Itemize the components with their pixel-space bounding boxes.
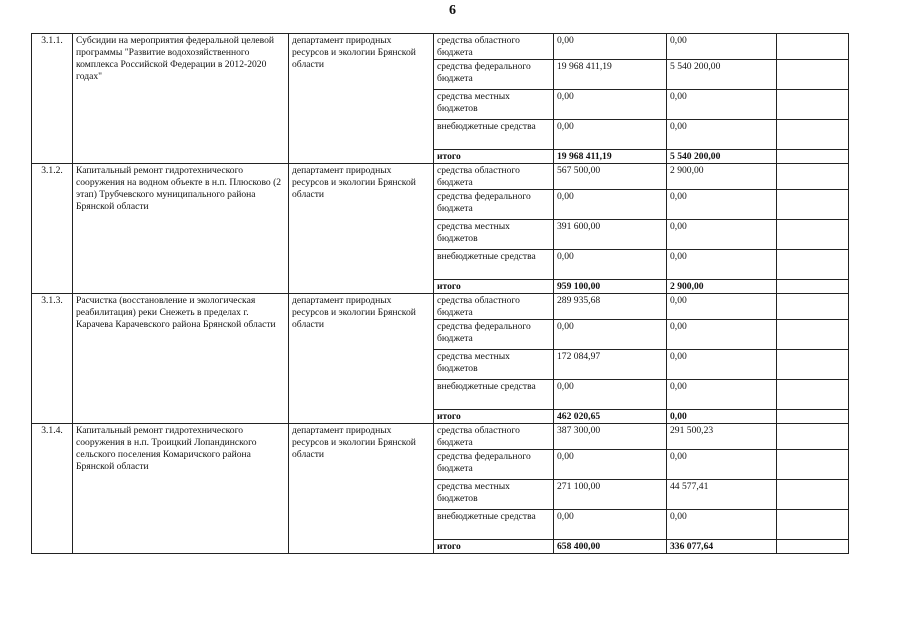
amount-value-2: 291 500,23 bbox=[667, 424, 777, 450]
total-value-1: 658 400,00 bbox=[554, 540, 667, 554]
item-executor: департамент природных ресурсов и экологии Брянской области bbox=[289, 294, 434, 424]
funding-source: внебюджетные средства bbox=[434, 250, 554, 280]
amount-value-3 bbox=[777, 250, 849, 280]
total-value-2: 336 077,64 bbox=[667, 540, 777, 554]
total-label: итого bbox=[434, 540, 554, 554]
funding-source: средства областного бюджета bbox=[434, 164, 554, 190]
amount-value-1: 0,00 bbox=[554, 120, 667, 150]
total-value-2: 0,00 bbox=[667, 410, 777, 424]
funding-source: средства местных бюджетов bbox=[434, 480, 554, 510]
amount-value-2: 2 900,00 bbox=[667, 164, 777, 190]
funding-source: внебюджетные средства bbox=[434, 510, 554, 540]
funding-source: средства федерального бюджета bbox=[434, 60, 554, 90]
item-number: 3.1.3. bbox=[32, 294, 73, 424]
item-number: 3.1.1. bbox=[32, 34, 73, 164]
total-value-1: 959 100,00 bbox=[554, 280, 667, 294]
total-value-1: 462 020,65 bbox=[554, 410, 667, 424]
amount-value-3 bbox=[777, 450, 849, 480]
item-number: 3.1.2. bbox=[32, 164, 73, 294]
amount-value-1: 0,00 bbox=[554, 190, 667, 220]
item-executor: департамент природных ресурсов и экологии Брянской области bbox=[289, 164, 434, 294]
funding-source: внебюджетные средства bbox=[434, 120, 554, 150]
total-value-3 bbox=[777, 280, 849, 294]
item-description: Капитальный ремонт гидротехнического сооружения в н.п. Троицкий Лопандинского сельского поселения Комаричского района Брянской области bbox=[73, 424, 289, 554]
amount-value-1: 0,00 bbox=[554, 250, 667, 280]
amount-value-2: 0,00 bbox=[667, 380, 777, 410]
total-label: итого bbox=[434, 280, 554, 294]
table-row bbox=[32, 294, 849, 320]
item-description: Капитальный ремонт гидротехнического сооружения на водном объекте в н.п. Плюсково (2 этап) Трубчевского муниципального района Брянской области bbox=[73, 164, 289, 294]
item-description: Расчистка (восстановление и экологическая реабилитация) реки Снежеть в пределах г. Карачева Карачевского района Брянской области bbox=[73, 294, 289, 424]
total-value-3 bbox=[777, 540, 849, 554]
amount-value-3 bbox=[777, 294, 849, 320]
amount-value-1: 567 500,00 bbox=[554, 164, 667, 190]
amount-value-3 bbox=[777, 164, 849, 190]
funding-source: средства областного бюджета bbox=[434, 424, 554, 450]
total-value-3 bbox=[777, 150, 849, 164]
amount-value-3 bbox=[777, 190, 849, 220]
item-number: 3.1.4. bbox=[32, 424, 73, 554]
funding-table bbox=[31, 33, 849, 554]
table-row bbox=[32, 424, 849, 450]
amount-value-1: 0,00 bbox=[554, 380, 667, 410]
amount-value-1: 391 600,00 bbox=[554, 220, 667, 250]
amount-value-2: 0,00 bbox=[667, 320, 777, 350]
funding-source: средства федерального бюджета bbox=[434, 320, 554, 350]
amount-value-3 bbox=[777, 220, 849, 250]
amount-value-2: 0,00 bbox=[667, 120, 777, 150]
amount-value-3 bbox=[777, 34, 849, 60]
amount-value-1: 289 935,68 bbox=[554, 294, 667, 320]
page-number: 6 bbox=[449, 3, 456, 18]
amount-value-2: 0,00 bbox=[667, 350, 777, 380]
amount-value-1: 172 084,97 bbox=[554, 350, 667, 380]
amount-value-2: 0,00 bbox=[667, 250, 777, 280]
amount-value-2: 0,00 bbox=[667, 510, 777, 540]
total-value-2: 5 540 200,00 bbox=[667, 150, 777, 164]
amount-value-2: 0,00 bbox=[667, 190, 777, 220]
total-value-1: 19 968 411,19 bbox=[554, 150, 667, 164]
amount-value-2: 5 540 200,00 bbox=[667, 60, 777, 90]
total-value-2: 2 900,00 bbox=[667, 280, 777, 294]
amount-value-1: 0,00 bbox=[554, 90, 667, 120]
amount-value-1: 0,00 bbox=[554, 510, 667, 540]
funding-source: средства областного бюджета bbox=[434, 34, 554, 60]
amount-value-3 bbox=[777, 424, 849, 450]
amount-value-1: 0,00 bbox=[554, 320, 667, 350]
amount-value-1: 387 300,00 bbox=[554, 424, 667, 450]
item-executor: департамент природных ресурсов и экологии Брянской области bbox=[289, 424, 434, 554]
total-label: итого bbox=[434, 410, 554, 424]
amount-value-2: 44 577,41 bbox=[667, 480, 777, 510]
funding-source: внебюджетные средства bbox=[434, 380, 554, 410]
amount-value-3 bbox=[777, 350, 849, 380]
amount-value-1: 0,00 bbox=[554, 34, 667, 60]
amount-value-1: 19 968 411,19 bbox=[554, 60, 667, 90]
funding-source: средства местных бюджетов bbox=[434, 350, 554, 380]
amount-value-1: 271 100,00 bbox=[554, 480, 667, 510]
amount-value-2: 0,00 bbox=[667, 90, 777, 120]
funding-source: средства местных бюджетов bbox=[434, 220, 554, 250]
table-row bbox=[32, 164, 849, 190]
table-row bbox=[32, 34, 849, 60]
amount-value-3 bbox=[777, 60, 849, 90]
funding-source: средства федерального бюджета bbox=[434, 450, 554, 480]
amount-value-3 bbox=[777, 90, 849, 120]
amount-value-3 bbox=[777, 320, 849, 350]
amount-value-2: 0,00 bbox=[667, 220, 777, 250]
item-executor: департамент природных ресурсов и экологии Брянской области bbox=[289, 34, 434, 164]
amount-value-3 bbox=[777, 120, 849, 150]
amount-value-2: 0,00 bbox=[667, 450, 777, 480]
total-value-3 bbox=[777, 410, 849, 424]
table-body bbox=[32, 34, 849, 554]
item-description: Субсидии на мероприятия федеральной целевой программы "Развитие водохозяйственного комплекса Российской Федерации в 2012-2020 годах" bbox=[73, 34, 289, 164]
amount-value-2: 0,00 bbox=[667, 294, 777, 320]
amount-value-3 bbox=[777, 480, 849, 510]
funding-source: средства областного бюджета bbox=[434, 294, 554, 320]
funding-source: средства федерального бюджета bbox=[434, 190, 554, 220]
funding-source: средства местных бюджетов bbox=[434, 90, 554, 120]
amount-value-1: 0,00 bbox=[554, 450, 667, 480]
amount-value-3 bbox=[777, 510, 849, 540]
total-label: итого bbox=[434, 150, 554, 164]
amount-value-2: 0,00 bbox=[667, 34, 777, 60]
amount-value-3 bbox=[777, 380, 849, 410]
